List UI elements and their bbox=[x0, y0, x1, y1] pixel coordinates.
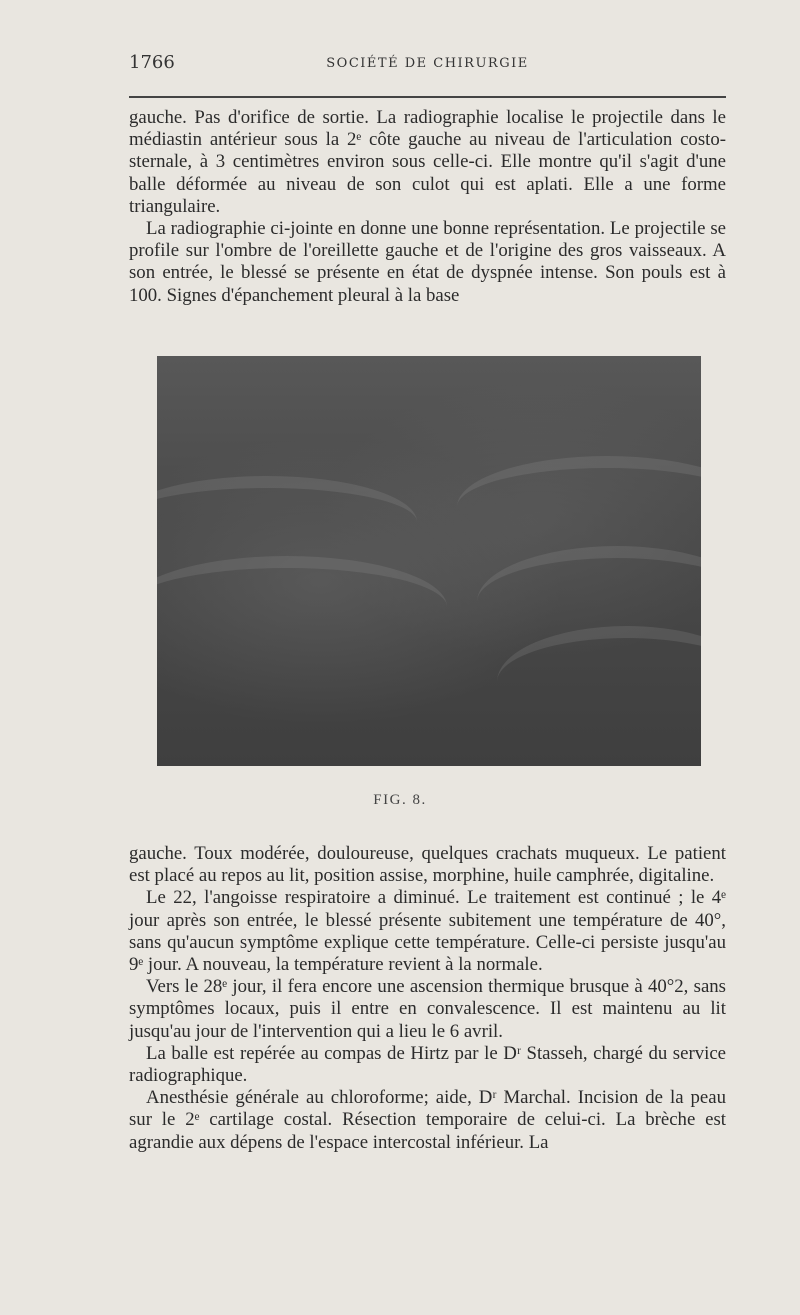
body-text-bottom bbox=[129, 843, 726, 1154]
running-head bbox=[129, 52, 726, 76]
paragraph: Vers le 28ᵉ jour, il fera encore une ascension thermique brusque à 40°2, sans symptômes locaux, puis il entre en convalescence. Il est maintenu au lit jusqu'au jour de l'intervention qui a lieu le 6 avril. bbox=[129, 976, 726, 1042]
paragraph: gauche. Toux modérée, douloureuse, quelques crachats muqueux. Le patient est placé au repos au lit, position assise, morphine, huile camphrée, digitaline. bbox=[129, 843, 726, 887]
paragraph: Anesthésie générale au chloroforme; aide, Dʳ Marchal. Incision de la peau sur le 2ᵉ cartilage costal. Résection temporaire de celui-ci. La brèche est agrandie aux dépens de l'espace intercostal inférieur. La bbox=[129, 1087, 726, 1153]
radiograph-rib-shadow bbox=[157, 476, 417, 568]
radiograph-rib-shadow bbox=[157, 556, 447, 658]
paragraph: Le 22, l'angoisse respiratoire a diminué. Le traitement est continué ; le 4ᵉ jour après son entrée, le blessé présente subitement une température de 40°, sans qu'aucun symptôme explique cette température. Celle-ci persiste jusqu'au 9ᵉ jour. A nouveau, la température revient à la normale. bbox=[129, 887, 726, 976]
body-text-top bbox=[129, 107, 726, 307]
header-rule bbox=[129, 96, 726, 98]
radiograph-rib-shadow bbox=[457, 456, 701, 558]
figure-caption: FIG. 8. bbox=[373, 792, 427, 808]
radiograph-figure bbox=[157, 356, 701, 766]
page-number: 1766 bbox=[129, 52, 175, 73]
paragraph: La balle est repérée au compas de Hirtz par le Dʳ Stasseh, chargé du service radiographique. bbox=[129, 1042, 726, 1087]
running-title: SOCIÉTÉ DE CHIRURGIE bbox=[326, 56, 529, 71]
paragraph: La radiographie ci-jointe en donne une bonne représentation. Le projectile se profile sur l'ombre de l'oreillette gauche et de l'origine des gros vaisseaux. A son entrée, le blessé se présente en état de dyspnée intense. Son pouls est à 100. Signes d'épanchement pleural à la base bbox=[129, 218, 726, 306]
paragraph: gauche. Pas d'orifice de sortie. La radiographie localise le projectile dans le médiastin antérieur sous la 2ᵉ côte gauche au niveau de l'articulation costo-sternale, à 3 centimètres environ sous celle-ci. Elle montre qu'il s'agit d'une balle déformée au niveau de son culot qui est aplati. Elle a une forme triangulaire. bbox=[129, 107, 726, 217]
